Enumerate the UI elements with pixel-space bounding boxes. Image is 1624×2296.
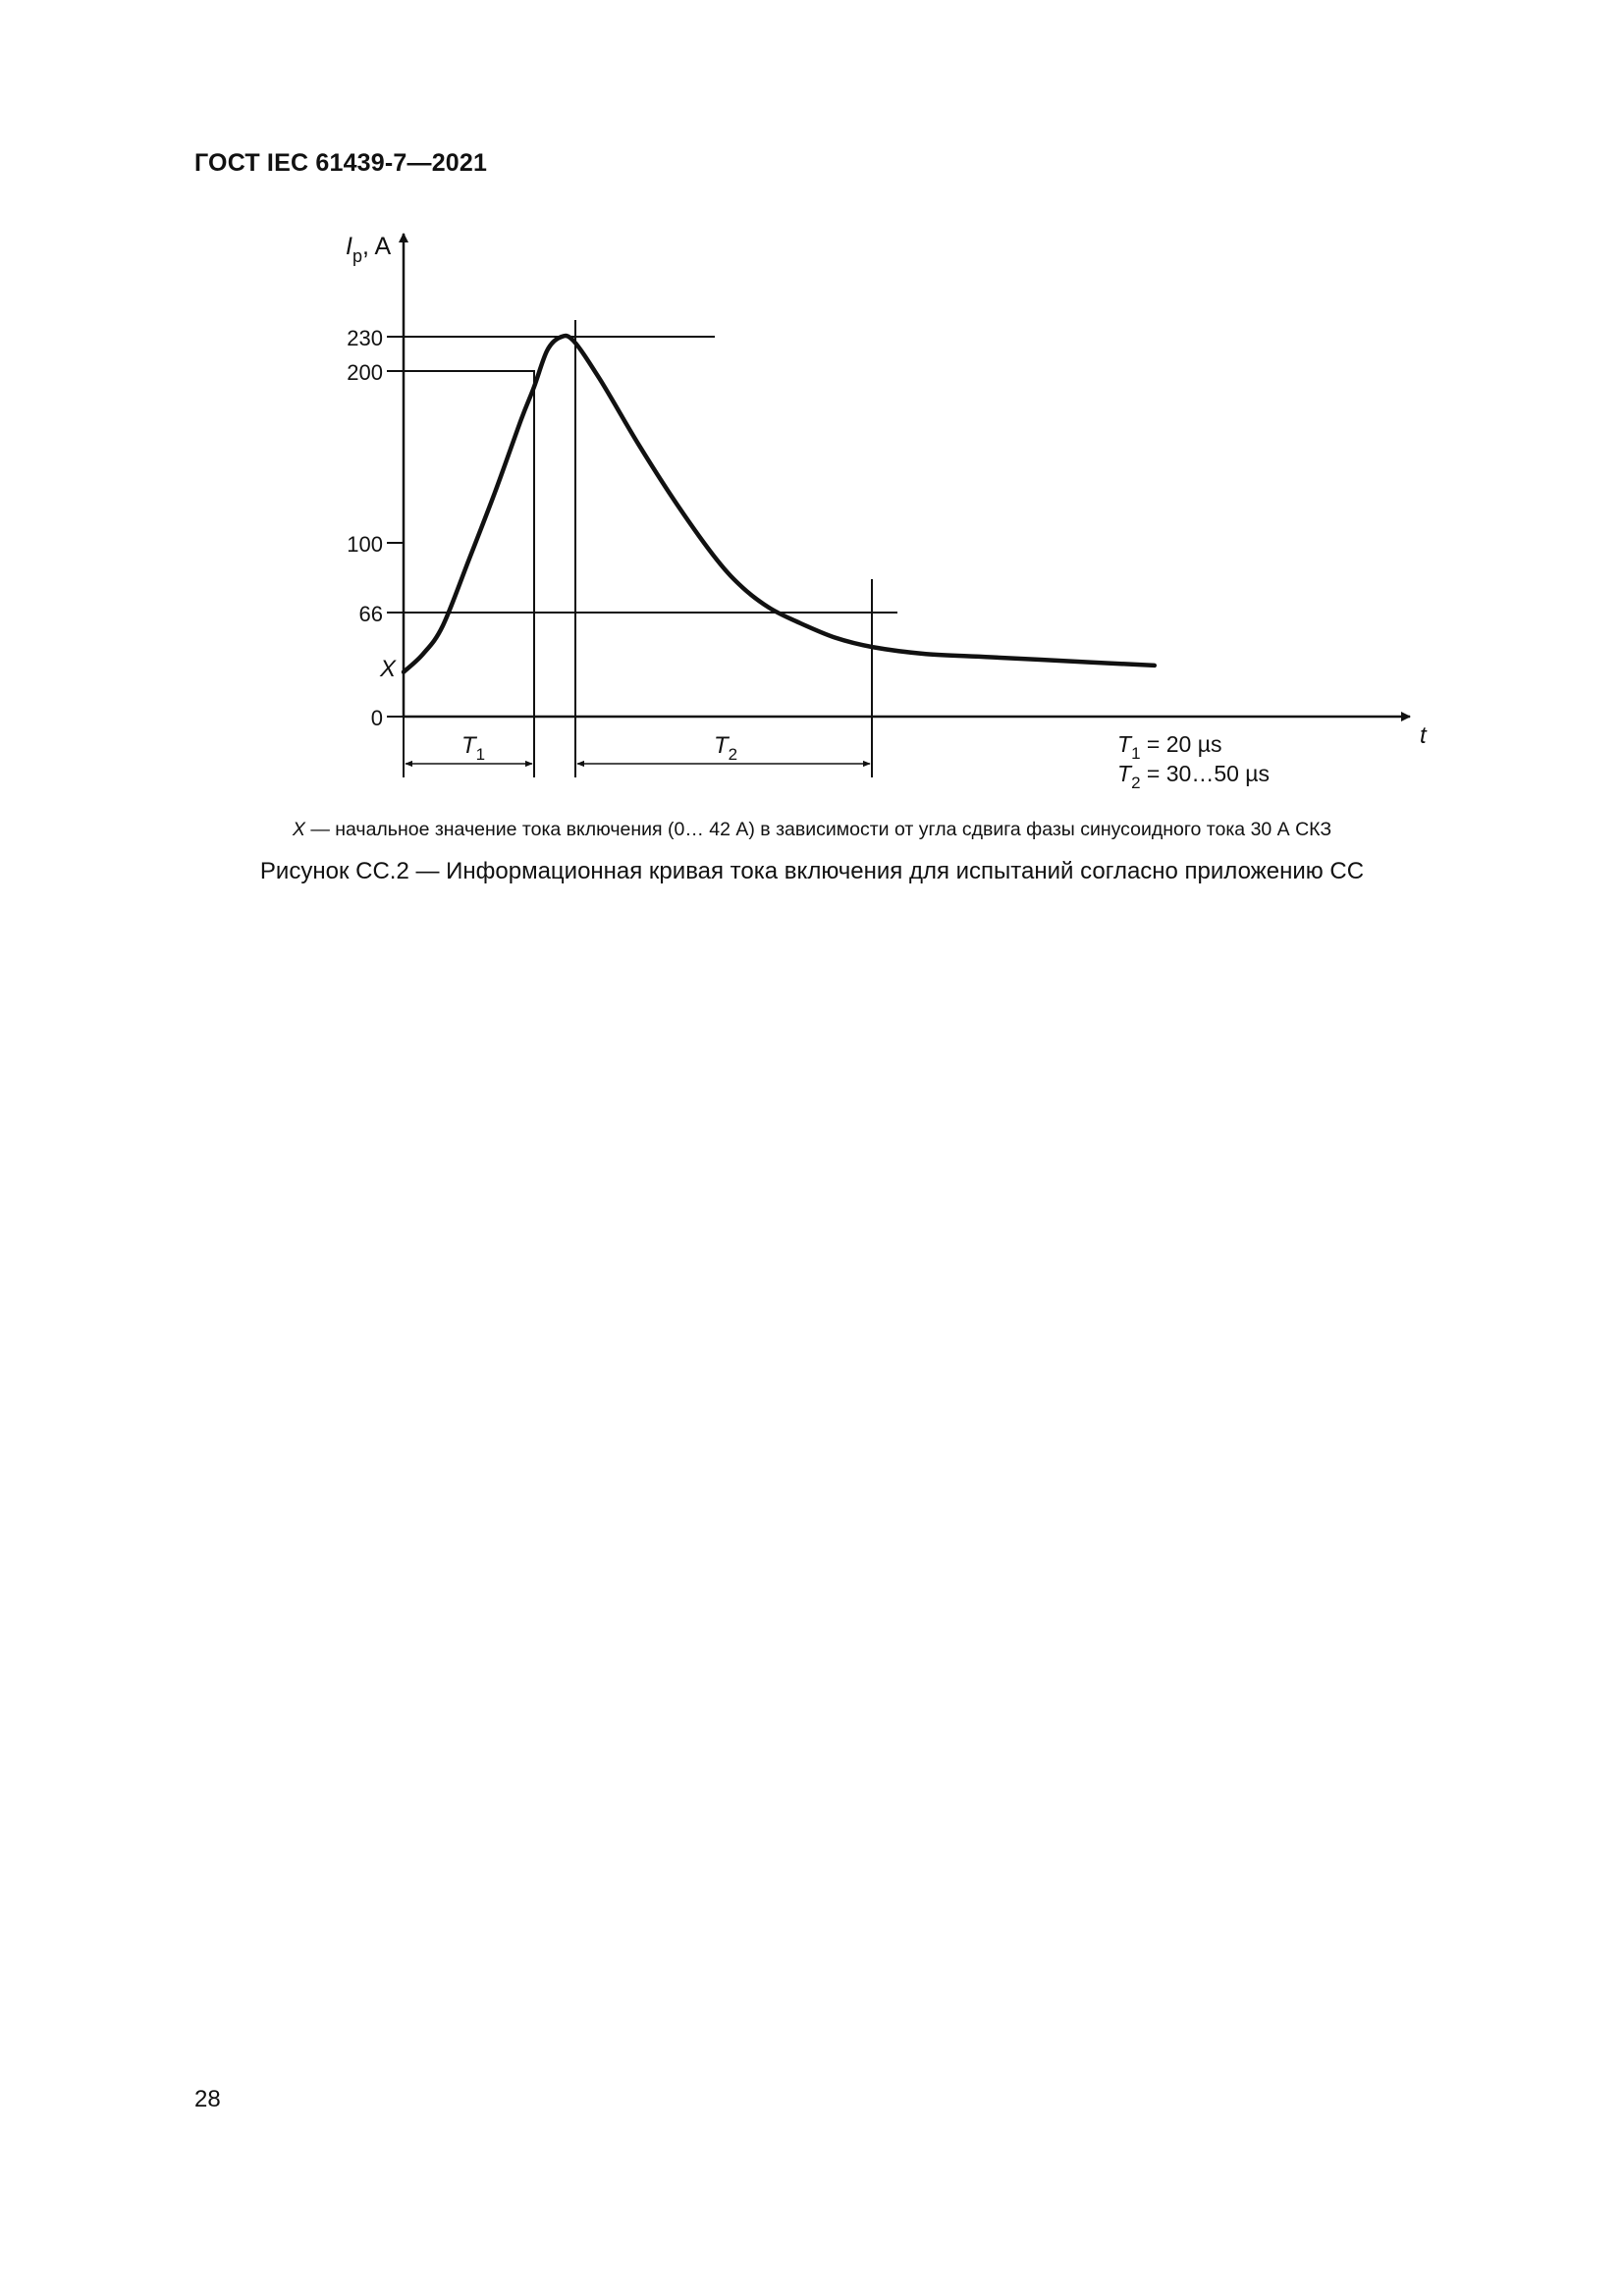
figure-caption: Рисунок СС.2 — Информационная кривая тока включения для испытаний согласно приложению СС — [259, 858, 1365, 884]
t1-label: $T_1$ — [461, 732, 486, 764]
annotation-t1: $T_1 = 20$ µs — [1117, 731, 1222, 763]
tick-label-0: 0 — [370, 706, 383, 730]
document-header: ГОСТ IEC 61439-7—2021 — [194, 149, 488, 177]
page-number: 28 — [194, 2086, 221, 2112]
x-axis-label: t — [1420, 722, 1427, 749]
t2-label: $T_2$ — [714, 732, 738, 764]
figure-note-text: — начальное значение тока включения (0… 42 А) в зависимости от угла сдвига фазы синусоидного тока 30 А СКЗ — [304, 819, 1332, 840]
tick-label-200: 200 — [347, 360, 383, 385]
inrush-current-chart — [0, 0, 1624, 805]
annotation-t2: $T_2$ = 30…50 µs — [1117, 761, 1271, 792]
current-curve — [404, 336, 1155, 672]
tick-label-100: 100 — [347, 532, 383, 557]
y-axis-label: $I_p$, A — [346, 233, 392, 266]
tick-label-x: X — [379, 656, 396, 682]
figure-note — [0, 819, 1624, 841]
tick-label-66: 66 — [358, 602, 383, 626]
tick-label-230: 230 — [347, 326, 383, 350]
figure-note-symbol: X — [292, 819, 305, 840]
